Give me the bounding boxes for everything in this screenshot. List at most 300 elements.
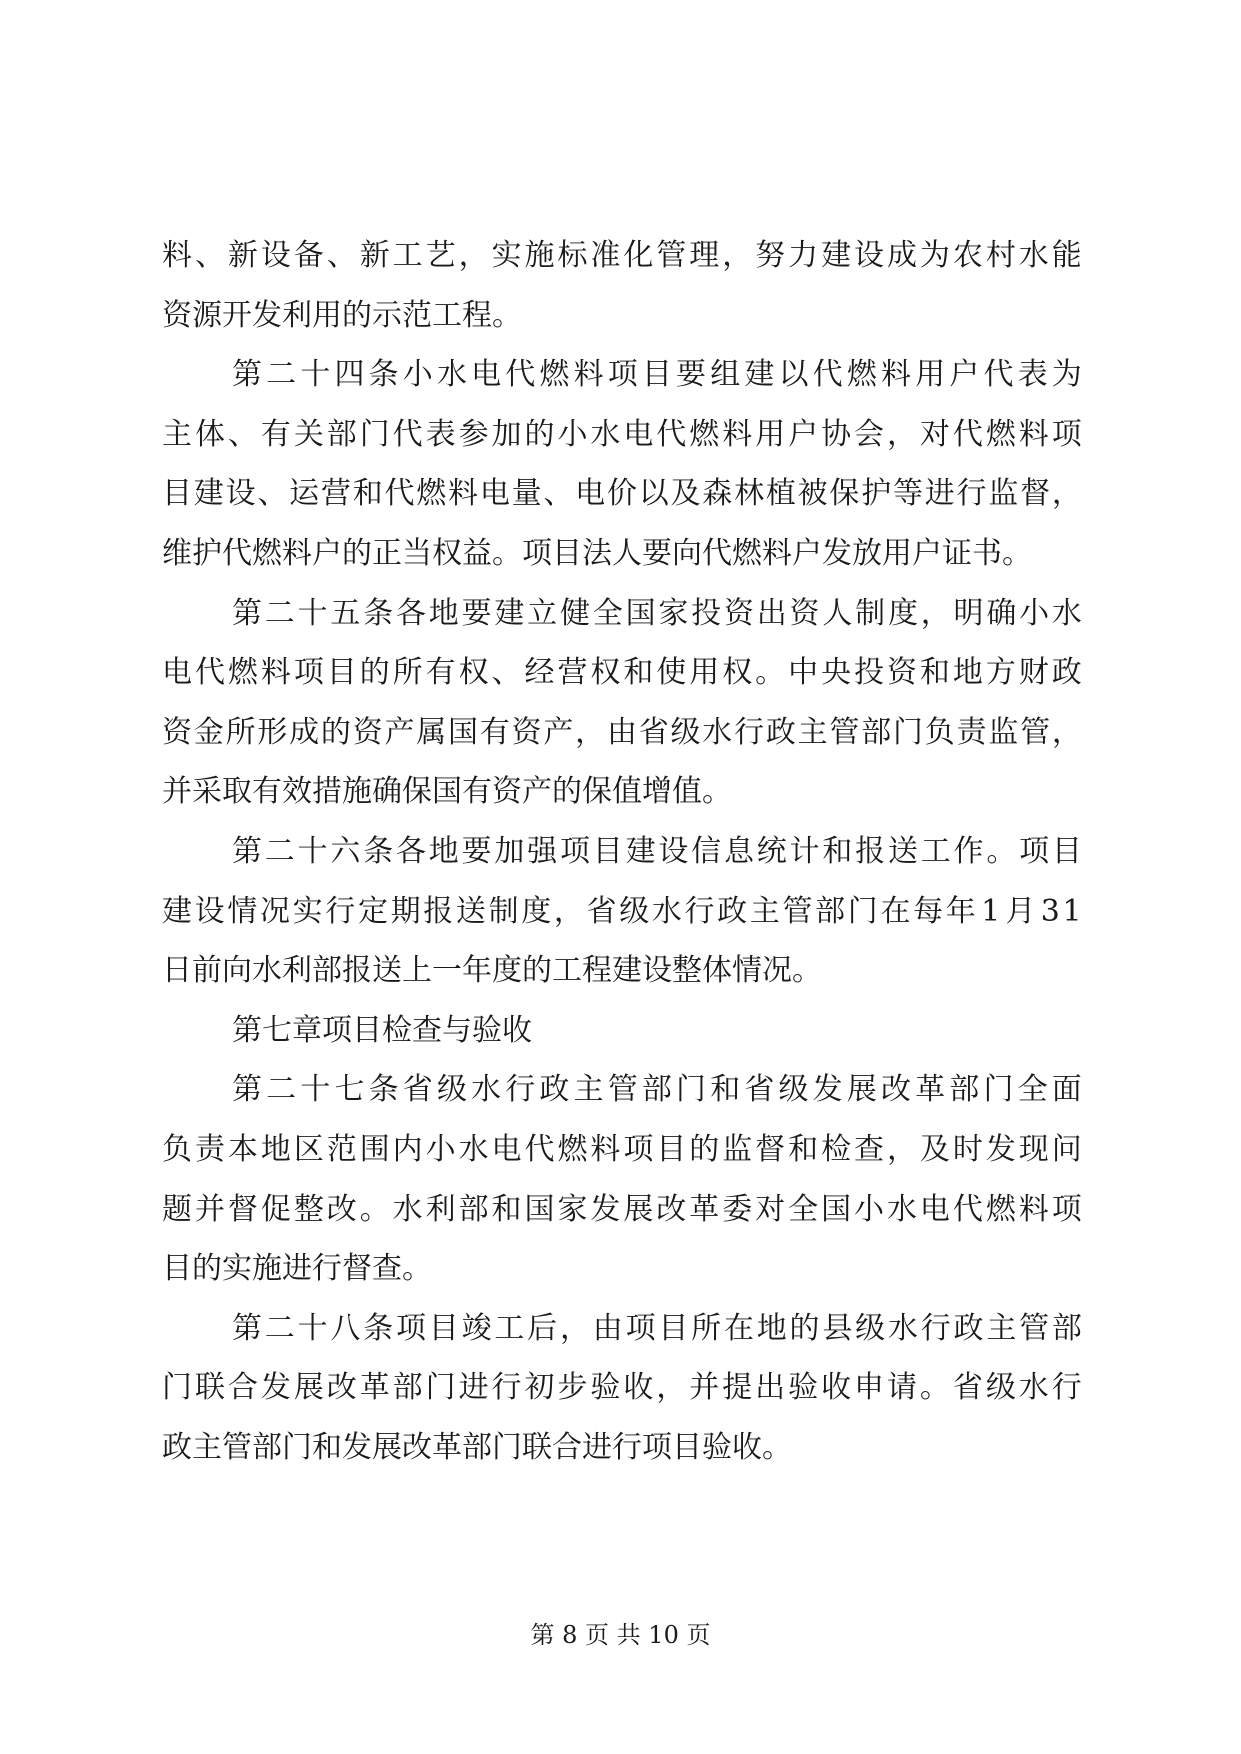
text-char: 省	[586, 893, 617, 929]
text-char: 料	[880, 357, 911, 393]
text-char: 代	[524, 1131, 555, 1167]
text-char: 工	[494, 1310, 525, 1346]
text-char: 代	[952, 416, 983, 452]
text-char: 验	[788, 1370, 819, 1406]
text-char: 3	[1040, 893, 1060, 929]
text-char: 发	[590, 1191, 621, 1227]
text-char: 健	[559, 595, 590, 631]
text-char: 十	[297, 595, 328, 631]
text-char: 成	[886, 238, 917, 273]
text-char: 小	[425, 1131, 456, 1167]
text-char: 强	[527, 833, 558, 869]
text-char: 森	[702, 476, 733, 512]
text-char: 林	[734, 476, 765, 512]
text-char: 全	[1017, 1072, 1048, 1108]
text-char: 被	[797, 476, 828, 512]
text-char: 关	[293, 416, 324, 452]
text-char: 资	[886, 655, 917, 691]
text-char: 农	[952, 238, 983, 273]
text-char: 表	[1017, 357, 1048, 393]
text-char: 的	[789, 1310, 820, 1346]
text-char: 目	[656, 1131, 687, 1167]
text-char: 。	[986, 833, 1017, 869]
text-char: 十	[297, 833, 328, 869]
text-char: 电	[623, 416, 654, 452]
text-char: 后	[527, 1310, 558, 1346]
text-char: 督	[1020, 476, 1051, 512]
text-char: 会	[854, 416, 885, 452]
text-char: 行	[1051, 1370, 1082, 1406]
text-char: 电	[162, 655, 192, 691]
text-char: 体	[194, 416, 225, 452]
text-char: 题	[162, 1191, 192, 1227]
text-char: 目	[162, 476, 192, 512]
text-char: 条	[363, 833, 394, 869]
text-line-content: 政主管部门和发展改革部门联合进行项目验收。	[162, 1429, 792, 1465]
text-char: ，	[656, 1370, 687, 1406]
text-char: 有	[479, 714, 510, 750]
text-char: 行	[505, 1072, 536, 1108]
text-char: 小	[1019, 595, 1050, 631]
text-char: 电	[491, 1131, 522, 1167]
text-char: 中	[788, 655, 819, 691]
text-char: 省	[952, 1370, 983, 1406]
text-char: 家	[658, 595, 689, 631]
text-char: 项	[625, 1310, 656, 1346]
text-char: 设	[194, 893, 225, 929]
text-line	[162, 1060, 1082, 1120]
text-char: 收	[623, 1370, 654, 1406]
text-char: 产	[384, 714, 415, 750]
text-char: 计	[789, 833, 820, 869]
text-char: 整	[293, 1191, 324, 1227]
text-char: 步	[557, 1370, 588, 1406]
text-char: 部	[1051, 1310, 1082, 1346]
text-char: 条	[368, 357, 399, 393]
text-char: 植	[765, 476, 796, 512]
text-char: 水	[702, 714, 733, 750]
text-char: 价	[606, 476, 637, 512]
text-char: 燃	[985, 416, 1016, 452]
text-line-content: 维护代燃料户的正当权益。项目法人要向代燃料户发放用户证书。	[162, 535, 1032, 571]
text-char: ，	[886, 1131, 917, 1167]
text-char: 资	[723, 595, 754, 631]
text-char: 利	[425, 1191, 456, 1227]
text-char: 代	[384, 476, 415, 512]
text-char: 级	[778, 1072, 809, 1108]
text-char: 展	[846, 1072, 877, 1108]
text-char: 申	[854, 1370, 885, 1406]
text-char: 。	[919, 1370, 950, 1406]
text-char: 省	[402, 1072, 433, 1108]
text-char: 建	[625, 833, 656, 869]
text-char: 检	[821, 1131, 852, 1167]
text-char: 情	[227, 893, 258, 929]
text-char: 改	[656, 1191, 687, 1227]
text-char: 、	[227, 416, 258, 452]
text-char: 用	[755, 416, 786, 452]
text-char: 燃	[416, 476, 447, 512]
text-char: 水	[471, 1072, 502, 1108]
text-char: 代	[656, 416, 687, 452]
text-char: 建	[193, 476, 224, 512]
text-char: 料	[573, 357, 604, 393]
text-char: 料	[1018, 416, 1049, 452]
text-char: 电	[479, 476, 510, 512]
text-char: 第	[232, 357, 262, 393]
text-char: 信	[691, 833, 722, 869]
text-char: 改	[326, 1370, 357, 1406]
text-char: 投	[691, 595, 722, 631]
text-char: 要	[461, 833, 492, 869]
text-char: 工	[392, 238, 423, 273]
text-char: 料	[590, 1131, 621, 1167]
text-char: 改	[880, 1072, 911, 1108]
text-char: 级	[619, 893, 650, 929]
text-char: 项	[1051, 416, 1082, 452]
text-char: 小	[402, 357, 433, 393]
text-char: 报	[855, 833, 886, 869]
text-char: 水	[886, 1191, 917, 1227]
text-char: 围	[359, 1131, 390, 1167]
text-char: 产	[543, 714, 574, 750]
text-char: 行	[956, 476, 987, 512]
text-char: 权	[722, 655, 753, 691]
text-char: 进	[458, 1370, 489, 1406]
text-char: 目	[428, 1310, 459, 1346]
text-char: 燃	[557, 1131, 588, 1167]
text-char: 国	[821, 1191, 852, 1227]
text-char: 、	[491, 655, 522, 691]
text-char: 政	[765, 714, 796, 750]
text-char: 国	[448, 714, 479, 750]
text-char: 部	[326, 416, 357, 452]
text-char: 形	[257, 714, 288, 750]
text-char: 能	[1051, 238, 1082, 273]
text-char: 代	[812, 357, 843, 393]
text-char: 二	[266, 1072, 297, 1108]
text-char: 出	[755, 1370, 786, 1406]
text-char: ，	[553, 893, 584, 929]
text-char: 1	[1062, 893, 1082, 929]
text-char: 代	[194, 655, 225, 691]
text-char: 村	[985, 238, 1016, 273]
text-char: 部	[641, 1072, 672, 1108]
text-char: 行	[920, 1310, 951, 1346]
text-char: 二	[266, 357, 297, 393]
text-char: 时	[952, 1131, 983, 1167]
text-char: 水	[458, 1131, 489, 1167]
text-char: 主	[797, 714, 828, 750]
text-char: 营	[557, 655, 588, 691]
text-char: 准	[590, 238, 621, 273]
text-char: 合	[227, 1370, 258, 1406]
text-char: 部	[458, 1191, 489, 1227]
text-char: 料	[722, 416, 753, 452]
text-char: 新	[359, 238, 390, 273]
text-char: 、	[326, 238, 357, 273]
text-char: 条	[363, 1310, 394, 1346]
text-char: 建	[821, 238, 852, 273]
text-char: 要	[676, 357, 707, 393]
text-char: 请	[886, 1370, 917, 1406]
text-line-content: 日前向水利部报送上一年度的工程建设整体情况。	[162, 953, 822, 989]
text-char: 资	[162, 714, 192, 750]
text-char: 参	[458, 416, 489, 452]
text-char: 家	[557, 1191, 588, 1227]
text-char: 十	[300, 357, 331, 393]
text-line	[162, 1358, 1082, 1418]
text-char: 组	[710, 357, 741, 393]
text-char: 地	[428, 833, 459, 869]
text-char: 部	[815, 893, 846, 929]
text-char: 燃	[985, 1191, 1016, 1227]
text-char: 管	[1019, 1310, 1050, 1346]
text-char: 本	[227, 1131, 258, 1167]
text-line	[162, 882, 1082, 942]
text-char: 协	[821, 416, 852, 452]
text-char: 设	[260, 238, 291, 273]
text-line	[162, 703, 1082, 763]
text-char: 目	[641, 357, 672, 393]
text-char: 督	[227, 1191, 258, 1227]
text-char: 管	[782, 893, 813, 929]
text-char: 水	[1018, 1370, 1049, 1406]
text-char: 新	[227, 238, 258, 273]
text-char: 在	[880, 893, 911, 929]
text-char: 1	[981, 893, 1001, 929]
text-char: 有	[260, 416, 291, 452]
text-char: 用	[689, 655, 720, 691]
text-char: 项	[607, 357, 638, 393]
text-char: 六	[330, 833, 361, 869]
text-char: 设	[854, 238, 885, 273]
text-char: 区	[293, 1131, 324, 1167]
text-char: 条	[363, 595, 394, 631]
text-line-content: 目的实施进行督查。	[162, 1251, 432, 1287]
text-char: 明	[953, 595, 984, 631]
text-char: 实	[292, 893, 323, 929]
text-char: ，	[458, 238, 489, 273]
text-char: 督	[755, 1131, 786, 1167]
text-char: 并	[689, 1370, 720, 1406]
text-char: 和	[710, 1072, 741, 1108]
text-char: 管	[656, 238, 687, 273]
text-char: 权	[458, 655, 489, 691]
text-char: 。	[755, 655, 786, 691]
text-char: 国	[524, 1191, 555, 1227]
text-char: 项	[1019, 833, 1050, 869]
text-char: 门	[425, 1370, 456, 1406]
text-char: 四	[334, 357, 365, 393]
text-line	[162, 1418, 1082, 1478]
text-line-content: 第七章项目检查与验收	[232, 1012, 532, 1048]
text-line	[162, 226, 1082, 286]
text-char: 对	[919, 416, 950, 452]
text-char: 设	[225, 476, 256, 512]
text-char: 和	[352, 476, 383, 512]
text-line	[162, 464, 1082, 524]
text-char: 部	[392, 1370, 423, 1406]
text-char: 表	[425, 416, 456, 452]
text-char: 第	[232, 1310, 262, 1346]
text-char: 全	[592, 595, 623, 631]
text-char: 及	[919, 1131, 950, 1167]
text-char: 户	[788, 416, 819, 452]
text-char: 七	[334, 1072, 365, 1108]
text-char: 各	[395, 833, 426, 869]
text-char: 燃	[539, 357, 570, 393]
text-char: 年	[945, 893, 976, 929]
text-char: 报	[423, 893, 454, 929]
text-char: 料	[260, 655, 291, 691]
text-char: 燃	[227, 655, 258, 691]
text-char: 部	[949, 1072, 980, 1108]
text-char: 级	[985, 1370, 1016, 1406]
text-char: 级	[436, 1072, 467, 1108]
text-char: 水	[887, 1310, 918, 1346]
text-char: 护	[861, 476, 892, 512]
text-char: 行	[684, 893, 715, 929]
text-char: 项	[395, 1310, 426, 1346]
text-char: 各	[395, 595, 426, 631]
text-char: 资	[352, 714, 383, 750]
text-char: 门	[162, 1370, 192, 1406]
text-char: 代	[505, 357, 536, 393]
text-char: 成	[289, 714, 320, 750]
text-char: 建	[494, 595, 525, 631]
text-char: 管	[1020, 714, 1051, 750]
text-line	[162, 1120, 1082, 1180]
text-line	[162, 1001, 1082, 1061]
text-char: ，	[920, 595, 951, 631]
text-char: 等	[892, 476, 923, 512]
text-char: 竣	[461, 1310, 492, 1346]
text-char: 委	[722, 1191, 753, 1227]
text-char: 期	[390, 893, 421, 929]
text-char: 革	[359, 1370, 390, 1406]
text-char: 有	[425, 655, 456, 691]
text-char: 主	[162, 416, 192, 452]
text-char: 化	[623, 238, 654, 273]
text-char: 燃	[689, 416, 720, 452]
text-char: ，	[1051, 714, 1082, 750]
text-char: 定	[357, 893, 388, 929]
text-char: 收	[821, 1370, 852, 1406]
text-line-content: 资源开发利用的示范工程。	[162, 297, 522, 333]
text-char: 月	[1005, 893, 1036, 929]
text-char: 全	[788, 1191, 819, 1227]
text-char: 以	[778, 357, 809, 393]
text-char: 户	[949, 357, 980, 393]
text-char: 主	[749, 893, 780, 929]
text-char: 建	[744, 357, 775, 393]
text-char: 权	[590, 655, 621, 691]
text-char: ，	[559, 1310, 590, 1346]
text-char: ，	[1051, 476, 1082, 512]
text-char: 制	[488, 893, 519, 929]
text-char: 代	[952, 1191, 983, 1227]
text-char: 范	[326, 1131, 357, 1167]
text-char: 提	[722, 1370, 753, 1406]
text-char: 省	[744, 1072, 775, 1108]
text-char: 料	[1018, 1191, 1049, 1227]
text-char: 投	[854, 655, 885, 691]
text-char: 电	[919, 1191, 950, 1227]
text-char: 水	[651, 893, 682, 929]
text-char: 经	[524, 655, 555, 691]
text-char: 管	[829, 714, 860, 750]
text-char: 人	[822, 595, 853, 631]
text-char: 验	[590, 1370, 621, 1406]
text-char: 方	[985, 655, 1016, 691]
text-char: 所	[225, 714, 256, 750]
text-char: ，	[886, 416, 917, 452]
text-char: 力	[788, 238, 819, 273]
text-char: 金	[193, 714, 224, 750]
text-char: 水	[1051, 595, 1082, 631]
text-char: 二	[264, 1310, 295, 1346]
text-line-content: 并采取有效措施确保国有资产的保值增值。	[162, 774, 732, 810]
text-char: 并	[194, 1191, 225, 1227]
text-char: 革	[689, 1191, 720, 1227]
text-char: 查	[854, 1131, 885, 1167]
text-char: 主	[573, 1072, 604, 1108]
text-char: 门	[847, 893, 878, 929]
text-char: 第	[232, 833, 262, 869]
text-char: 管	[607, 1072, 638, 1108]
text-char: 所	[691, 1310, 722, 1346]
text-char: 水	[436, 357, 467, 393]
text-char: 级	[670, 714, 701, 750]
text-char: 进	[924, 476, 955, 512]
text-char: 展	[293, 1370, 324, 1406]
text-char: 监	[988, 714, 1019, 750]
text-char: 发	[812, 1072, 843, 1108]
text-char: 度	[887, 595, 918, 631]
text-char: 小	[854, 1191, 885, 1227]
text-char: 和	[623, 655, 654, 691]
text-char: 二	[264, 595, 295, 631]
text-char: 工	[920, 833, 951, 869]
text-char: 况	[259, 893, 290, 929]
text-char: 用	[915, 357, 946, 393]
text-char: 责	[194, 1131, 225, 1167]
text-char: 八	[330, 1310, 361, 1346]
text-char: 电	[471, 357, 502, 393]
text-char: 五	[330, 595, 361, 631]
text-char: 联	[194, 1370, 225, 1406]
text-char: 营	[320, 476, 351, 512]
text-char: 项	[559, 833, 590, 869]
text-char: 政	[1051, 655, 1082, 691]
text-char: 建	[162, 893, 192, 929]
text-char: 项	[623, 1131, 654, 1167]
text-char: 为	[1051, 357, 1082, 393]
text-char: 理	[689, 238, 720, 273]
text-char: 负	[162, 1131, 192, 1167]
text-char: 目	[592, 833, 623, 869]
text-char: 第	[232, 595, 262, 631]
text-char: 国	[625, 595, 656, 631]
text-line	[162, 584, 1082, 644]
text-line	[162, 1299, 1082, 1359]
text-char: 门	[676, 1072, 707, 1108]
text-char: 级	[855, 1310, 886, 1346]
text-char: 和	[491, 1191, 522, 1227]
page-footer: 第 8 页 共 10 页	[530, 1621, 711, 1649]
text-char: 目	[326, 655, 357, 691]
